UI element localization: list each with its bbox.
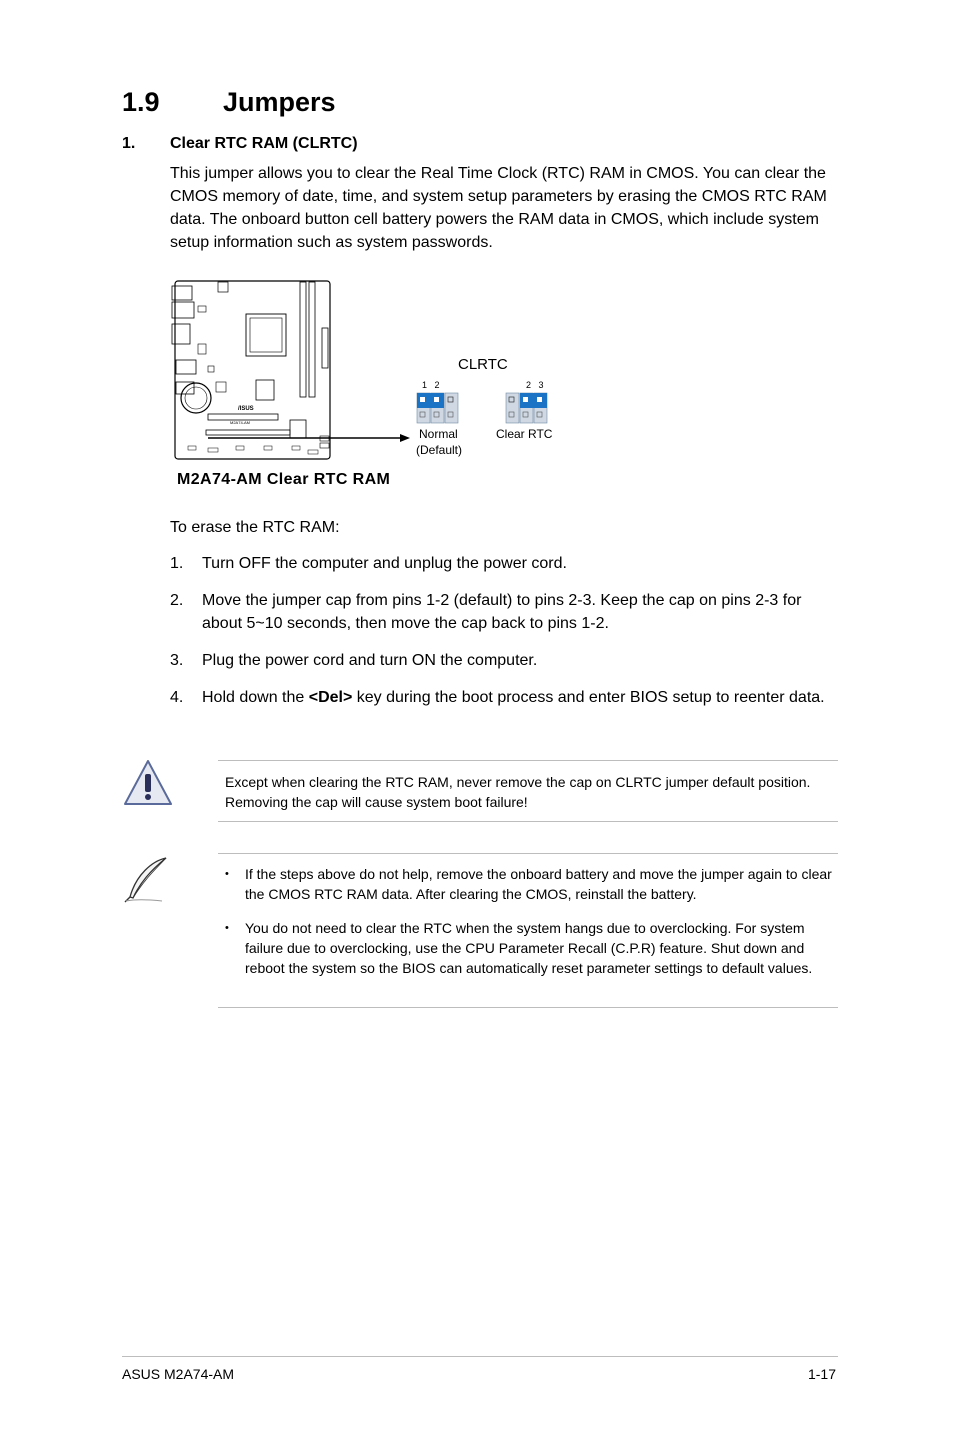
step-number: 1.: [170, 555, 184, 572]
step-text: Plug the power cord and turn ON the computer.: [202, 652, 538, 669]
note-text: If the steps above do not help, remove the onboard battery and move the jumper again to clear the CMOS RTC RAM data. After clearing the CMOS, reinstall the battery.: [245, 866, 832, 902]
step-item: [170, 649, 835, 672]
note-item: [225, 864, 835, 904]
section-number: 1.9: [122, 87, 160, 117]
step-item: [170, 589, 835, 635]
pointer-arrowhead: [400, 434, 410, 442]
item-number: 1.: [122, 135, 136, 152]
clear-pin-numbers: 2 3: [526, 380, 544, 390]
page-number: 1-17: [807, 1366, 836, 1382]
jumper-name: CLRTC: [458, 356, 508, 373]
normal-default-label: (Default): [416, 443, 463, 457]
step-number: 4.: [170, 689, 184, 706]
step-number: 2.: [170, 592, 184, 609]
intro-paragraph: This jumper allows you to clear the Real Time Clock (RTC) RAM in CMOS. You can clear the CMOS memory of date, time, and system setup parameters by erasing the CMOS RTC RAM data. The onboard button cell battery powers the RAM data in CMOS, which include system setup information such as system passwords.: [170, 165, 827, 251]
warning-bottom-rule: [218, 821, 838, 822]
step-item: [170, 686, 835, 709]
normal-jumper: [417, 393, 458, 423]
footer-product: ASUS M2A74-AM: [122, 1366, 235, 1382]
board-label: M2A74-AM: [230, 420, 251, 425]
step-item: [170, 552, 835, 575]
clear-rtc-label: Clear RTC: [496, 427, 553, 441]
clrtc-diagram: [168, 276, 588, 476]
section-title: Jumpers: [223, 87, 336, 117]
footer-rule: [122, 1356, 838, 1357]
clear-rtc-jumper: [506, 393, 547, 423]
step-text: Turn OFF the computer and unplug the power cord.: [202, 555, 567, 572]
warning-text: Except when clearing the RTC RAM, never remove the cap on CLRTC jumper default position. Removing the cap will cause system boot failure!: [225, 774, 811, 810]
bullet: •: [225, 868, 229, 880]
motherboard-diagram-svg: [168, 276, 588, 471]
note-item: [225, 918, 835, 978]
step-text: Move the jumper cap from pins 1-2 (default) to pins 2-3. Keep the cap on pins 2-3 for about 5~10 seconds, then move the cap back to pins 1-2.: [202, 592, 802, 632]
item-title: Clear RTC RAM (CLRTC): [170, 135, 358, 152]
warning-triangle-icon: [122, 758, 174, 813]
note-top-rule: [218, 853, 838, 854]
board-logo: /ISUS: [238, 406, 254, 412]
feather-pen-icon: [122, 855, 170, 910]
step-text: Hold down the <Del> key during the boot process and enter BIOS setup to reenter data.: [202, 689, 825, 706]
normal-label: Normal: [419, 427, 458, 441]
note-text: You do not need to clear the RTC when the system hangs due to overclocking. For system failure due to overclocking, use the CPU Parameter Recall (C.P.R) feature. Shut down and reboot the system so the BIOS can automatically reset parameter settings to default values.: [245, 920, 813, 976]
normal-pin-numbers: 1 2: [422, 380, 440, 390]
del-key: <Del>: [308, 689, 353, 706]
figure-caption: M2A74-AM Clear RTC RAM: [177, 471, 391, 488]
note-bottom-rule: [218, 1007, 838, 1008]
step-number: 3.: [170, 652, 184, 669]
bullet: •: [225, 922, 229, 934]
procedure-intro: To erase the RTC RAM:: [170, 519, 340, 536]
warning-top-rule: [218, 760, 838, 761]
